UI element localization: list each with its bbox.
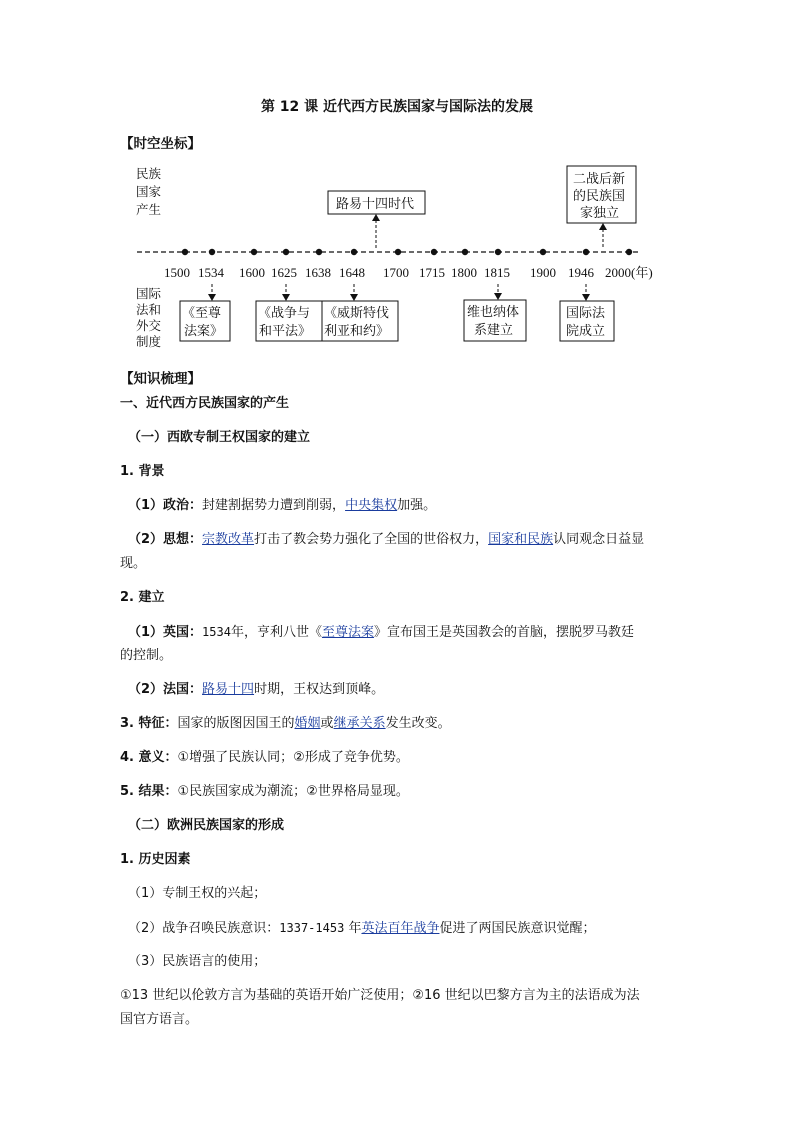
year-label: 1648 <box>339 265 365 280</box>
box-supremacy-act-text-2: 法案》 <box>184 323 224 338</box>
label: 4. 意义： <box>120 750 178 765</box>
key-term: 路易十四 <box>202 682 255 697</box>
box-westphalia-text-1: 《威斯特伐 <box>324 305 390 320</box>
para-factor-1: （1）专制王权的兴起； <box>128 886 267 901</box>
key-term: 宗教改革 <box>202 532 255 547</box>
year-label: 1534 <box>198 265 224 280</box>
dot-1715 <box>431 249 437 255</box>
year-label: 1500 <box>164 265 190 280</box>
para-thought: （2）思想：宗教改革打击了教会势力强化了全国的世俗权力，国家和民族认同观念日益显 <box>128 532 645 547</box>
para-factor-3: （3）民族语言的使用； <box>128 954 267 969</box>
year-label: 1700 <box>383 265 409 280</box>
subsection-heading-1: （一）西欧专制王权国家的建立 <box>128 430 311 445</box>
heading-background: 1. 背景 <box>120 464 165 479</box>
heading-establish: 2. 建立 <box>120 590 165 605</box>
dot-1638 <box>316 249 322 255</box>
para-france: （2）法国：路易十四时期，王权达到顶峰。 <box>128 682 385 697</box>
key-term: 中央集权 <box>345 498 398 513</box>
box-westphalia-text-2: 利亚和约》 <box>324 323 390 338</box>
para-england: （1）英国：1534年，亨利八世《至尊法案》宣布国王是英国教会的首脑，摆脱罗马教廷 <box>128 625 634 640</box>
dot-2000 <box>626 249 632 255</box>
year-label: 1715 <box>419 265 445 280</box>
box-louis14-text: 路易十四时代 <box>336 196 415 211</box>
subsection-heading-2: （二）欧洲民族国家的形成 <box>128 818 285 833</box>
year-label: 1625 <box>271 265 297 280</box>
key-term: 婚姻 <box>294 716 321 731</box>
lower-label-1: 国际 <box>136 286 162 301</box>
year-label: 1638 <box>305 265 331 280</box>
timeline-section-tag: 【时空坐标】 <box>120 136 201 152</box>
para-politics: （1）政治：封建割据势力遭到削弱，中央集权加强。 <box>128 498 437 513</box>
key-term: 至尊法案 <box>321 625 374 640</box>
box-postwar-text-3: 家独立 <box>580 205 620 220</box>
para-features: 3. 特征：国家的版图因国王的婚姻或继承关系发生改变。 <box>120 716 451 731</box>
dot-1700 <box>395 249 401 255</box>
timeline-figure <box>0 160 794 350</box>
knowledge-section-tag: 【知识梳理】 <box>120 371 201 387</box>
box-postwar-text-2: 的民族国 <box>573 188 626 203</box>
dot-1600 <box>251 249 257 255</box>
box-war-peace-text-2: 和平法》 <box>259 323 312 338</box>
section-heading-1: 一、近代西方民族国家的产生 <box>120 396 290 411</box>
key-term: 国家和民族 <box>488 532 554 547</box>
box-vienna-text-1: 维也纳体 <box>467 304 520 319</box>
key-term: 英法百年战争 <box>361 921 440 936</box>
label: （1）英国： <box>128 625 203 640</box>
dot-1815 <box>495 249 501 255</box>
para-significance: 4. 意义：①增强了民族认同；②形成了竞争优势。 <box>120 750 409 765</box>
label: （2）思想： <box>128 532 203 547</box>
year-label: 1946 <box>568 265 594 280</box>
para-england-cont: 的控制。 <box>120 648 173 663</box>
para-languages-cont: 国官方语言。 <box>120 1012 199 1027</box>
lower-label-3: 外交 <box>136 318 162 333</box>
upper-label-3: 产生 <box>136 202 162 217</box>
page-title: 第 12 课 近代西方民族国家与国际法的发展 <box>260 99 534 115</box>
dot-1800 <box>462 249 468 255</box>
year-label: 1900 <box>530 265 556 280</box>
box-icj-text-1: 国际法 <box>566 305 606 320</box>
box-supremacy-act-text-1: 《至尊 <box>182 305 222 320</box>
dot-1946 <box>583 249 589 255</box>
year-label: 2000(年) <box>605 265 653 280</box>
arrow-up-postwar <box>599 223 607 230</box>
box-vienna-text-2: 系建立 <box>474 322 514 337</box>
dot-1900 <box>540 249 546 255</box>
year-label: 1600 <box>239 265 265 280</box>
label: 5. 结果： <box>120 784 178 799</box>
label: （2）法国： <box>128 682 203 697</box>
box-war-peace-text-1: 《战争与 <box>258 305 311 320</box>
label: 3. 特征： <box>120 716 178 731</box>
dot-1500 <box>182 249 188 255</box>
year-label: 1815 <box>484 265 510 280</box>
arrow-up-louis14 <box>372 214 380 221</box>
upper-label-1: 民族 <box>136 166 162 181</box>
para-result: 5. 结果：①民族国家成为潮流；②世界格局显现。 <box>120 784 409 799</box>
dot-1534 <box>209 249 215 255</box>
para-factor-2: （2）战争召唤民族意识：1337-1453 年英法百年战争促进了两国民族意识觉醒； <box>128 921 596 936</box>
lower-label-2: 法和 <box>136 302 162 317</box>
lower-label-4: 制度 <box>136 334 162 349</box>
key-term: 继承关系 <box>333 716 386 731</box>
year-label: 1800 <box>451 265 477 280</box>
dot-1625 <box>283 249 289 255</box>
box-icj-text-2: 院成立 <box>566 323 606 338</box>
heading-history-factors: 1. 历史因素 <box>120 852 191 867</box>
label: （1）政治： <box>128 498 203 513</box>
para-languages: ①13 世纪以伦敦方言为基础的英语开始广泛使用；②16 世纪以巴黎方言为主的法语成为法 <box>120 988 640 1003</box>
dot-1648 <box>351 249 357 255</box>
box-postwar-text-1: 二战后新 <box>573 171 626 186</box>
year-labels <box>164 265 653 280</box>
upper-label-2: 国家 <box>136 184 162 199</box>
para-thought-cont: 现。 <box>120 556 147 571</box>
